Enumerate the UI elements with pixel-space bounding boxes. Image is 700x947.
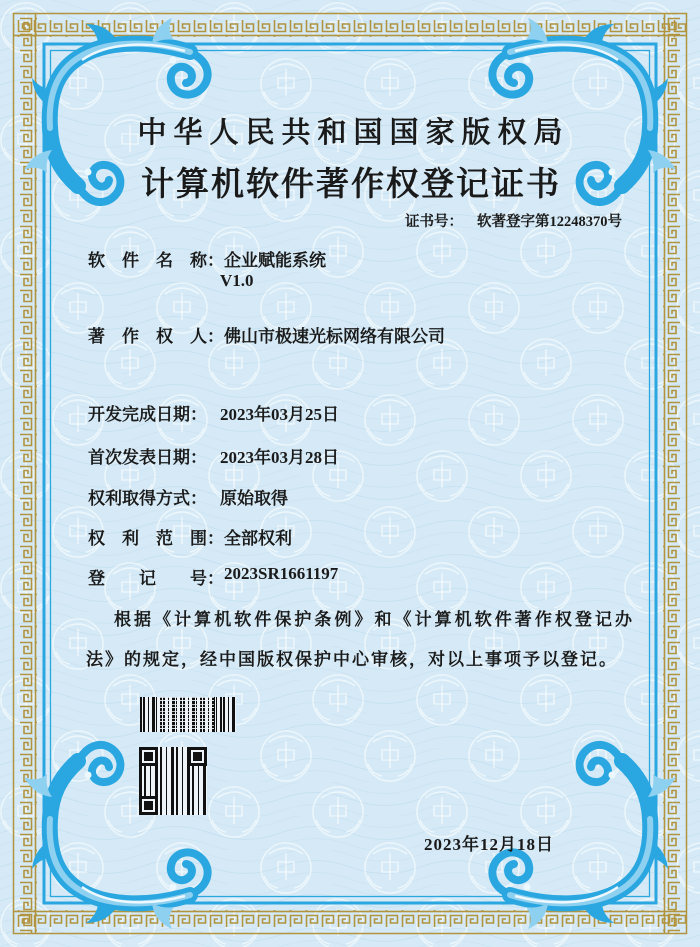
qr-code-icon <box>139 747 207 815</box>
field-row-first-publication-date <box>88 443 339 468</box>
field-row-copyright-owner <box>88 322 445 347</box>
barcode-icon <box>140 697 236 732</box>
field-label: 首次发表日期： <box>88 448 207 467</box>
software-version: V1.0 <box>220 271 254 290</box>
field-label: 登 记 号： <box>88 569 224 588</box>
certificate-number <box>405 210 622 231</box>
certificate-number-value: 软著登字第12248370号 <box>477 214 622 230</box>
field-row-registration-number <box>88 564 338 589</box>
qr-finder-icon <box>139 747 158 766</box>
authority-title: 中华人民共和国国家版权局 <box>137 117 570 149</box>
field-label: 权 利 范 围： <box>88 529 224 548</box>
field-label: 权利取得方式： <box>88 489 207 508</box>
field-value: 全部权利 <box>224 529 292 548</box>
field-label: 开发完成日期： <box>88 405 207 424</box>
qr-finder-icon <box>188 747 207 766</box>
qr-finder-icon <box>139 796 158 815</box>
field-value: 2023SR1661197 <box>224 564 339 583</box>
field-row-acquisition-method <box>88 484 288 509</box>
field-value: 佛山市极速光标网络有限公司 <box>224 327 445 346</box>
registration-statement: 根据《计算机软件保护条例》和《计算机软件著作权登记办法》的规定，经中国版权保护中心审核，对以上事项予以登记。 <box>86 610 634 669</box>
issue-date: 2023年12月18日 <box>424 835 554 854</box>
field-row-completion-date <box>88 400 339 425</box>
field-value: 2023年03月25日 <box>220 405 339 424</box>
field-value: 2023年03月28日 <box>220 448 339 467</box>
field-row-rights-scope <box>88 524 292 549</box>
field-label: 软 件 名 称： <box>88 251 224 270</box>
field-row-software-name <box>88 246 326 271</box>
field-value: 企业赋能系统 <box>224 251 326 270</box>
field-value: 原始取得 <box>220 489 288 508</box>
field-label: 著 作 权 人： <box>88 327 224 346</box>
certificate-number-label: 证书号： <box>405 214 463 230</box>
certificate-title: 计算机软件著作权登记证书 <box>141 167 561 203</box>
